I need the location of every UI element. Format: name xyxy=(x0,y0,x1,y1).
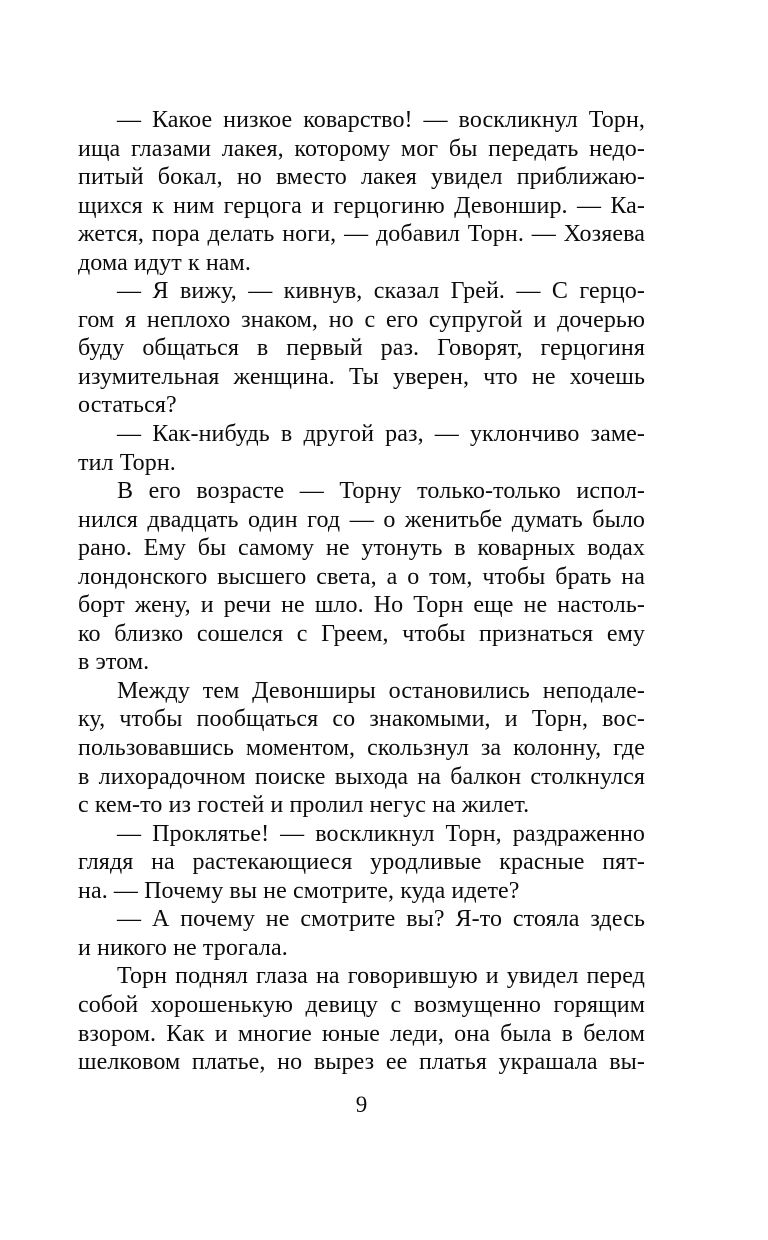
text-line: в этом. xyxy=(78,649,150,676)
paragraph xyxy=(78,420,645,477)
text-line: борт жену, и речи не шло. Но Торн еще не настоль- xyxy=(78,592,645,619)
text-line: тил Торн. xyxy=(78,449,176,476)
text-line: щихся к ним герцога и герцогиню Девоншир. — Ка- xyxy=(78,192,645,219)
text-line: взором. Как и многие юные леди, она была в белом xyxy=(78,1020,645,1047)
text-line: в лихорадочном поиске выхода на балкон столкнулся xyxy=(78,763,645,790)
text-line: глядя на растекающиеся уродливые красные пят- xyxy=(78,849,645,876)
text-line: ища глазами лакея, которому мог бы передать недо- xyxy=(78,135,645,162)
text-block xyxy=(78,106,645,1077)
text-line: пользовавшись моментом, скользнул за колонну, где xyxy=(78,735,645,762)
text-line: — А почему не смотрите вы? Я-то стояла здесь xyxy=(117,906,645,933)
text-line: нился двадцать один год — о женитьбе думать было xyxy=(78,506,645,533)
text-line: Между тем Девонширы остановились неподале- xyxy=(117,677,645,704)
text-line: жется, пора делать ноги, — добавил Торн. — Хозяева xyxy=(78,221,645,248)
text-line: рано. Ему бы самому не утонуть в коварных водах xyxy=(78,535,645,562)
text-line: питый бокал, но вместо лакея увидел приближаю- xyxy=(78,164,645,191)
text-line: гом я неплохо знаком, но с его супругой и дочерью xyxy=(78,306,645,333)
text-line: остаться? xyxy=(78,392,177,419)
text-line: собой хорошенькую девицу с возмущенно горящим xyxy=(78,991,645,1018)
text-line: и никого не трогала. xyxy=(78,934,288,961)
paragraph xyxy=(78,477,645,677)
text-line: изумительная женщина. Ты уверен, что не хочешь xyxy=(78,363,645,390)
text-line: лондонского высшего света, а о том, чтобы брать на xyxy=(78,563,645,590)
text-line: — Какое низкое коварство! — воскликнул Торн, xyxy=(117,107,645,133)
text-line: дома идут к нам. xyxy=(78,249,251,276)
paragraph xyxy=(78,106,645,277)
text-line: — Как-нибудь в другой раз, — уклончиво заме- xyxy=(117,421,645,448)
paragraph xyxy=(78,962,645,1076)
paragraph xyxy=(78,277,645,420)
text-line: В его возрасте — Торну только-только испол- xyxy=(117,478,645,505)
paragraph xyxy=(78,677,645,820)
paragraph xyxy=(78,820,645,906)
text-line: с кем-то из гостей и пролил негус на жилет. xyxy=(78,792,530,819)
text-line: шелковом платье, но вырез ее платья украшала вы- xyxy=(78,1049,645,1076)
page-number: 9 xyxy=(355,1092,368,1117)
text-line: — Я вижу, — кивнув, сказал Грей. — С герцо- xyxy=(117,278,645,305)
text-line: Торн поднял глаза на говорившую и увидел перед xyxy=(117,963,645,990)
text-line: буду общаться в первый раз. Говорят, герцогиня xyxy=(78,335,645,362)
text-line: ку, чтобы пообщаться со знакомыми, и Торн, вос- xyxy=(78,706,645,733)
paragraph xyxy=(78,905,645,962)
text-line: на. — Почему вы не смотрите, куда идете? xyxy=(78,877,520,904)
text-line: ко близко сошелся с Греем, чтобы признаться ему xyxy=(78,620,645,647)
text-line: — Проклятье! — воскликнул Торн, раздраженно xyxy=(117,820,645,847)
